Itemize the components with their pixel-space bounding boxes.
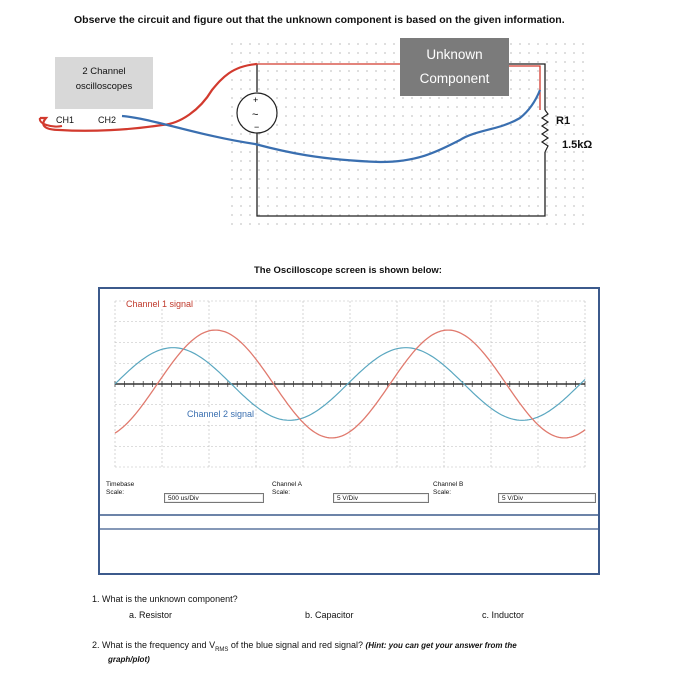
timebase-label: Timebase Scale:: [106, 481, 135, 496]
channel-1-label: Channel 1 signal: [126, 299, 194, 309]
source-plus: +: [253, 95, 259, 105]
option-a: a. Resistor: [129, 610, 173, 620]
timebase-field[interactable]: 500 us/Div: [164, 493, 264, 503]
source-minus: −: [254, 122, 260, 132]
osc-label-line1: 2 Channel: [82, 66, 126, 77]
question-1: 1. What is the unknown component?: [92, 594, 238, 604]
osc-label-line2: oscilloscopes: [75, 81, 133, 92]
unknown-line2: Component: [419, 71, 490, 86]
channel-2-label: Channel 2 signal: [187, 409, 255, 419]
source-wave: ~: [252, 109, 259, 121]
resistor-name: R1: [556, 115, 571, 127]
option-b: b. Capacitor: [305, 610, 354, 620]
channel-b-field[interactable]: 5 V/Div: [498, 493, 596, 503]
wire-left-down: [257, 133, 545, 216]
option-c: c. Inductor: [482, 610, 525, 620]
ch1-label: CH1: [56, 115, 75, 125]
oscilloscope-box: [55, 57, 153, 109]
channel-a-label: Channel A Scale:: [272, 481, 302, 496]
unknown-line1: Unknown: [426, 47, 483, 62]
page-heading: Observe the circuit and figure out that the unknown component is based on the given information.: [74, 14, 565, 26]
ac-source: [237, 93, 277, 133]
oscilloscope-screen: [98, 287, 600, 575]
channel-b-label: Channel B Scale:: [433, 481, 464, 496]
ch2-label: CH2: [98, 115, 117, 125]
scope-title: The Oscilloscope screen is shown below:: [254, 265, 442, 276]
channel-a-field[interactable]: 5 V/Div: [333, 493, 429, 503]
scope-plot: [100, 289, 598, 573]
circuit-diagram: [0, 0, 700, 260]
red-wire-right: [509, 66, 540, 110]
question-2: 2. What is the frequency and $V_{RMS}$ of the blue signal and red signal? (Hint: you can get your answer from the: [92, 640, 517, 653]
unknown-component-box: [400, 38, 509, 96]
question-2-hint-end: graph/plot): [108, 655, 150, 664]
resistor-value: 1.5kΩ: [562, 139, 593, 151]
